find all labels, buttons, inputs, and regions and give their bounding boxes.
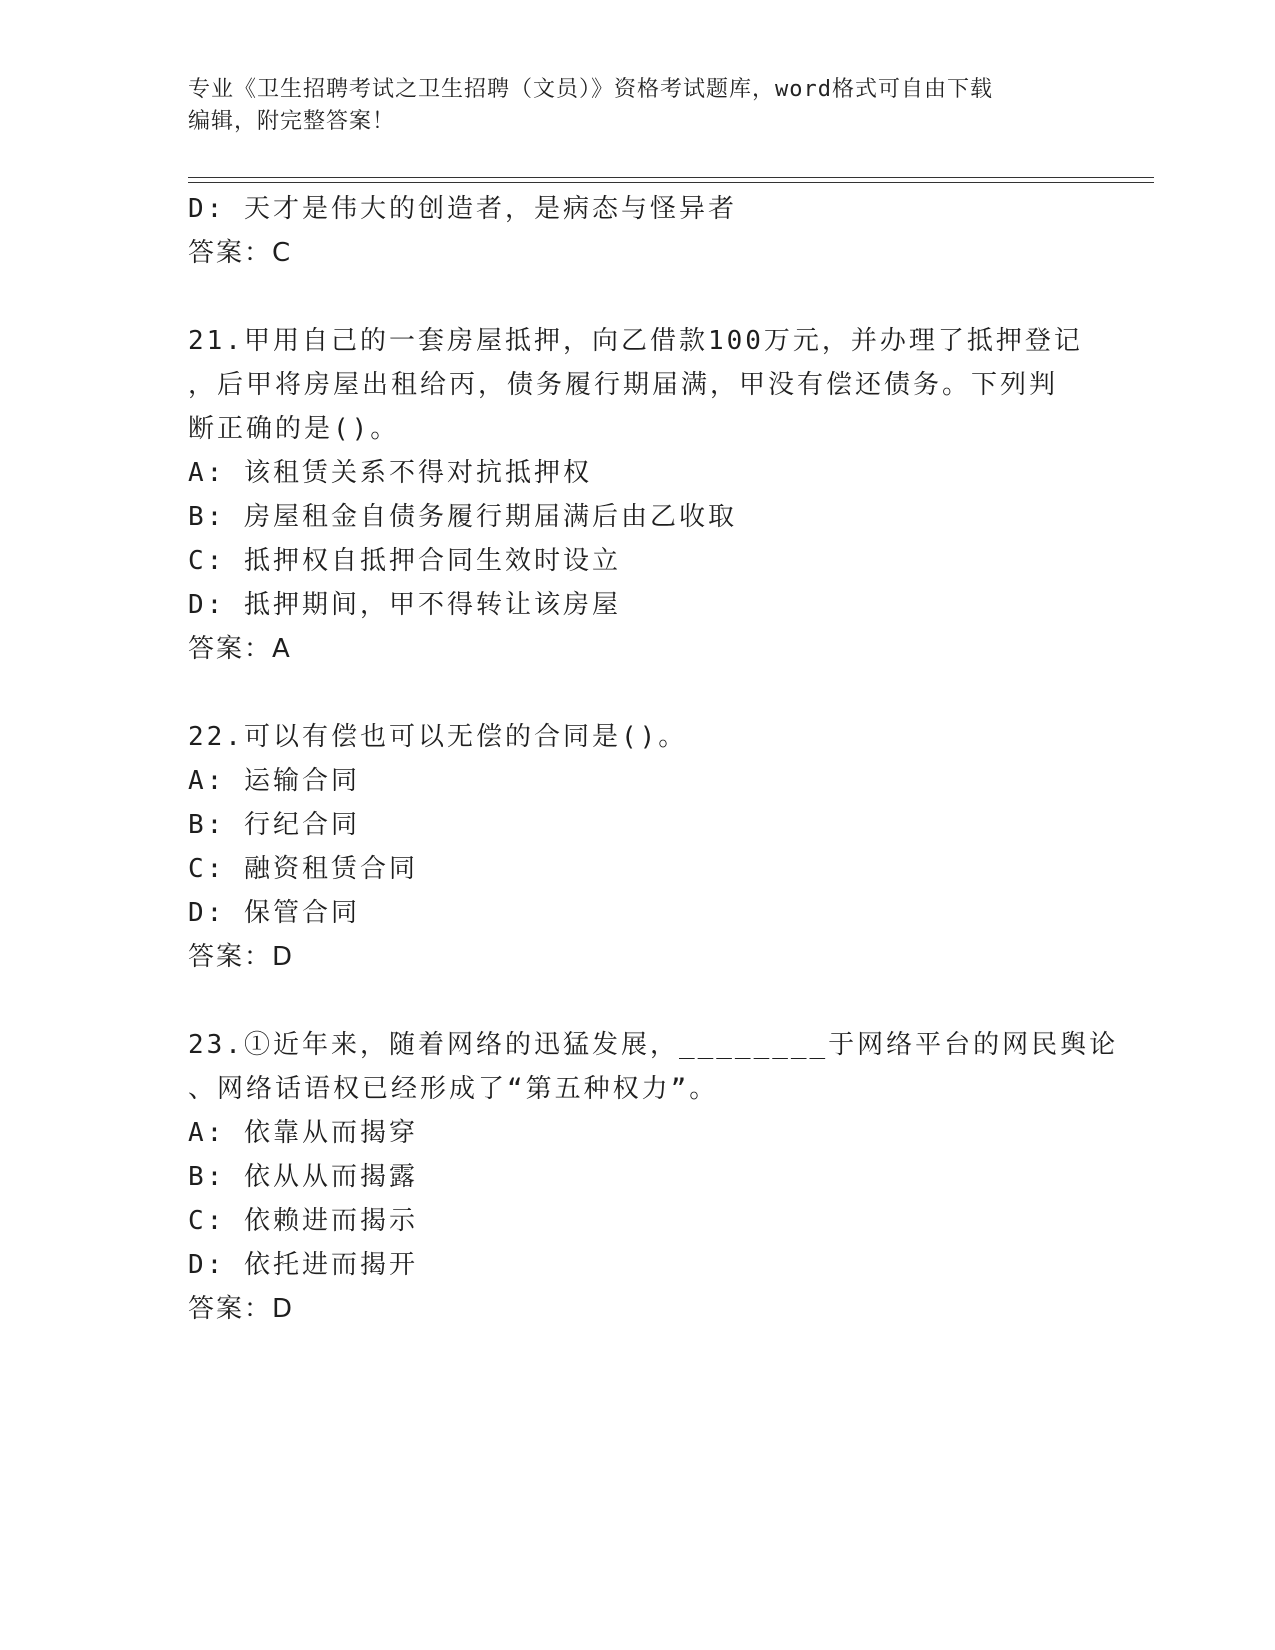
q21-option-b: B: 房屋租金自债务履行期届满后由乙收取 bbox=[188, 502, 737, 532]
q23-option-b: B: 依从从而揭露 bbox=[188, 1162, 418, 1192]
q22-option-d: D: 保管合同 bbox=[188, 898, 360, 928]
prev-option-d: D: 天才是伟大的创造者，是病态与怪异者 bbox=[188, 194, 737, 224]
q21-stem-line-1: 21.甲用自己的一套房屋抵押，向乙借款100万元，并办理了抵押登记 bbox=[188, 326, 1083, 356]
q23-option-a: A: 依靠从而揭穿 bbox=[188, 1118, 418, 1148]
prev-answer: 答案：C bbox=[188, 238, 293, 268]
q23-option-d: D: 依托进而揭开 bbox=[188, 1250, 418, 1280]
header-line-1: 专业《卫生招聘考试之卫生招聘（文员）》资格考试题库，word格式可自由下载 bbox=[188, 77, 993, 102]
q23-option-c: C: 依赖进而揭示 bbox=[188, 1206, 418, 1236]
q21-option-d: D: 抵押期间，甲不得转让该房屋 bbox=[188, 590, 621, 620]
q23-stem-line-1: 23.①近年来，随着网络的迅猛发展，________于网络平台的网民舆论 bbox=[188, 1030, 1119, 1060]
q22-stem-line-1: 22.可以有偿也可以无偿的合同是()。 bbox=[188, 722, 688, 752]
document-header bbox=[188, 74, 1088, 138]
q22-option-c: C: 融资租赁合同 bbox=[188, 854, 418, 884]
q22-option-a: A: 运输合同 bbox=[188, 766, 360, 796]
header-line-2: 编辑，附完整答案！ bbox=[188, 109, 396, 134]
q21-answer: 答案：A bbox=[188, 634, 292, 664]
q21-option-c: C: 抵押权自抵押合同生效时设立 bbox=[188, 546, 621, 576]
header-divider-top bbox=[188, 177, 1154, 178]
q22-answer: 答案：D bbox=[188, 942, 295, 972]
q21-stem-line-2: ，后甲将房屋出租给丙，债务履行期届满，甲没有偿还债务。下列判 bbox=[188, 370, 1059, 400]
q23-stem-line-2: 、网络话语权已经形成了“第五种权力”。 bbox=[188, 1074, 719, 1104]
q21-stem-line-3: 断正确的是()。 bbox=[188, 414, 400, 444]
q23-answer: 答案：D bbox=[188, 1294, 295, 1324]
q21-option-a: A: 该租赁关系不得对抗抵押权 bbox=[188, 458, 592, 488]
header-divider-bottom bbox=[188, 182, 1154, 183]
q22-option-b: B: 行纪合同 bbox=[188, 810, 360, 840]
